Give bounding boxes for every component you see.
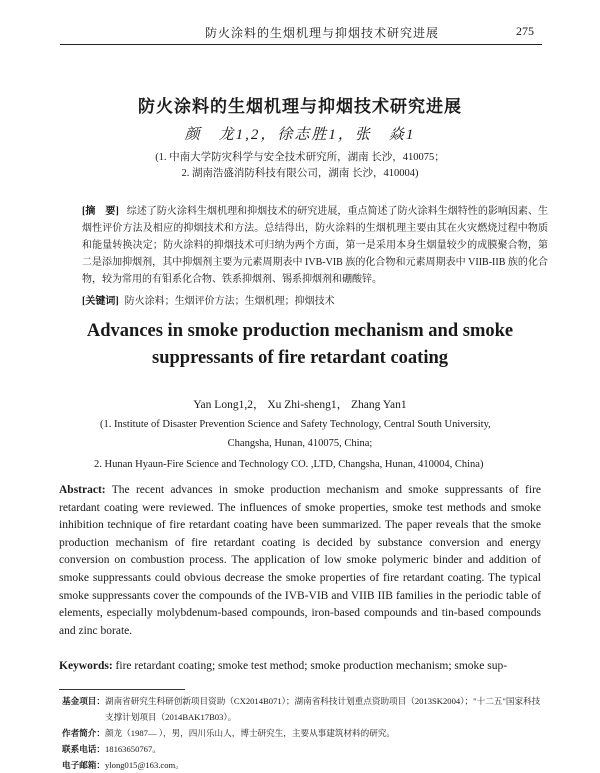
- english-title: [0, 318, 600, 372]
- phone-label: 联系电话：: [62, 744, 105, 754]
- english-abstract: [59, 482, 541, 640]
- fund-label: 基金项目：: [62, 696, 105, 706]
- english-title-line-1: Advances in smoke production mechanism and smoke: [86, 321, 514, 341]
- chinese-abstract-text: 综述了防火涂料生烟机理和抑烟技术的研究进展，重点简述了防火涂料生烟特性的影响因素、生烟性评价方法及相应的抑烟技术和方法。总结得出，防火涂料的生烟机理主要由其在火灾燃烧过程中物质和能量转换决定；防火涂料的抑烟技术可归纳为两个方面，第一是采用本身生烟量较少的成膜聚合物，第二是添加抑烟剂，其中抑烟剂主要为元素周期表中 IVB-VIB 族的化合物和元素周期表中 VIIB-IIB 族的化合物，较为常用的有钼系化合物、铁系抑烟剂、锡系抑烟剂和硼酸锌。: [82, 206, 548, 285]
- author-bio-text: 颜龙（1987— ），男，四川乐山人，博士研究生，主要从事建筑材料的研究。: [104, 728, 396, 738]
- footnote-rule: [59, 689, 185, 690]
- chinese-abstract-label: [摘 要]: [82, 206, 119, 217]
- chinese-title: 防火涂料的生烟机理与抑烟技术研究进展: [138, 97, 462, 117]
- english-authors: Yan Long1,2， Xu Zhi-sheng1， Zhang Yan1: [193, 399, 407, 411]
- email-label: 电子邮箱：: [62, 760, 105, 770]
- chinese-affiliation-2: 2. 湖南浩盛消防科技有限公司，湖南 长沙，410004): [181, 168, 419, 179]
- email-text: ylong015@163.com。: [104, 760, 184, 770]
- english-keywords-label: Keywords:: [59, 660, 113, 672]
- footnote-phone: [62, 741, 542, 757]
- chinese-authors: 颜 龙1,2，徐志胜1，张 焱1: [184, 127, 416, 143]
- running-head: [60, 24, 542, 45]
- footnote-email: [62, 757, 542, 773]
- english-abstract-text: The recent advances in smoke production mechanism and smoke suppressants of fire retardant coating were reviewed. The influences of smoke properties, smoke test methods and smoke inhibition technique of fire retardant coating have been summarized. The paper reveals that the smoke production mechanism of fire retardant coating is decided by substance conversion and energy conversion on combustion process. The application of low smoke polymeric binder and addition of smoke suppressants could obvious decrease the smoke properties of fire retardant coating. The typical smoke suppressants cover the compounds of the IVB-VIB and VIIB IIB families in the periodic table of elements, especially molybdenum-based compounds, iron-based compounds and tin-based compounds and zinc borate.: [59, 484, 542, 637]
- phone-text: 18163650767。: [104, 744, 161, 754]
- english-affiliation-1: (1. Institute of Disaster Prevention Science and Safety Technology, Central South University,: [100, 419, 491, 430]
- chinese-affiliation-1: (1. 中南大学防灾科学与安全技术研究所，湖南 长沙，410075；: [155, 152, 445, 163]
- english-affiliation-2: 2. Hunan Hyaun-Fire Science and Technology CO. ,LTD, Changsha, Hunan, 410004, China): [94, 459, 484, 470]
- english-keywords: [59, 658, 541, 675]
- page-number: 275: [516, 24, 534, 38]
- chinese-keywords: [82, 294, 548, 309]
- chinese-abstract: [82, 203, 548, 288]
- chinese-keywords-text: 防火涂料；生烟评价方法；生烟机理；抑烟技术: [124, 296, 335, 307]
- running-title: 防火涂料的生烟机理与抑烟技术研究进展: [205, 26, 440, 40]
- footnotes: [62, 693, 542, 773]
- footnote-fund: [62, 693, 542, 725]
- english-title-line-2: suppressants of fire retardant coating: [152, 348, 448, 368]
- author-bio-label: 作者简介：: [62, 728, 105, 738]
- english-abstract-label: Abstract:: [59, 484, 106, 496]
- english-keywords-text: fire retardant coating; smoke test method; smoke production mechanism; smoke sup-: [115, 660, 508, 672]
- english-affiliation-1-city: Changsha, Hunan, 410075, China;: [227, 438, 373, 449]
- footnote-author: [62, 725, 542, 741]
- fund-text: 湖南省研究生科研创新项目资助（CX2014B071）；湖南省科技计划重点资助项目（2013SK2004）；"十二五"国家科技支撑计划项目（2014BAK17B03）。: [104, 696, 541, 722]
- chinese-keywords-label: [关键词]: [82, 296, 119, 307]
